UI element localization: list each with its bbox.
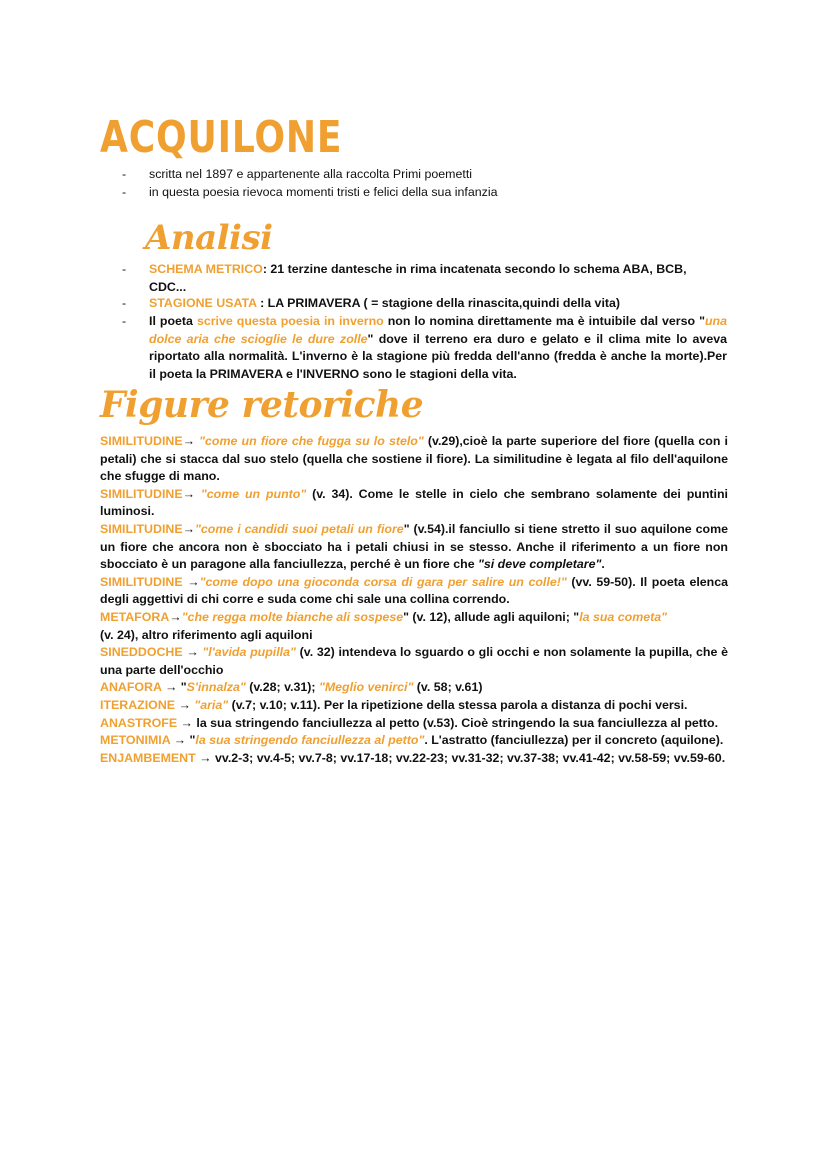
arrow-icon: → xyxy=(182,521,195,536)
figure-ref: (v. 32) xyxy=(295,645,335,660)
figure-item-similitudine-1 xyxy=(100,433,728,486)
arrow-icon: → xyxy=(173,733,187,748)
figure-label: SINEDDOCHE xyxy=(100,645,187,660)
analisi-heading: Analisi xyxy=(145,218,273,258)
figure-text: intendeva lo sguardo o gli occhi e non solamente la pupilla, che è una parte dell'occhio xyxy=(100,645,728,677)
figure-quote-open: " xyxy=(177,680,187,695)
figure-quote: "l'avida pupilla" xyxy=(198,645,296,660)
arrow-icon: → xyxy=(169,609,182,624)
figure-text-2: , altro riferimento agli aquiloni xyxy=(134,627,313,642)
figure-quote: la sua stringendo fanciullezza al petto" xyxy=(195,733,425,748)
p3-text-c: non lo nomina direttamente ma è intuibile dal verso " xyxy=(383,314,705,328)
figure-item-similitudine-2 xyxy=(100,486,728,521)
arrow-icon: → xyxy=(182,486,195,501)
figure-retoriche-body xyxy=(100,433,728,767)
figure-label: ANASTROFE xyxy=(100,715,181,730)
figure-emphasis: "si deve completare" xyxy=(478,557,602,572)
intro-text-1: scritta nel 1897 e appartenente alla raccolta Primi poemetti xyxy=(149,167,473,181)
metric-label: SCHEMA METRICO xyxy=(149,262,263,276)
figure-quote: "come un punto" xyxy=(200,486,307,501)
p3-text-a: Il poeta xyxy=(149,314,197,328)
figure-label: METAFORA xyxy=(100,609,170,624)
figure-label: SIMILITUDINE xyxy=(100,486,183,501)
figure-ref-2: (v. 58; v.61) xyxy=(413,680,483,695)
figure-ref: (v. 34). xyxy=(306,486,353,501)
p3-highlight: scrive questa poesia in inverno xyxy=(196,314,384,328)
arrow-icon: → xyxy=(164,680,178,695)
figure-quote-open: " xyxy=(186,733,196,748)
p3-quote: una dolce aria che scioglie le dure zolle xyxy=(149,314,727,346)
bullet-dash: - xyxy=(122,262,127,276)
analisi-metric-text xyxy=(149,261,727,296)
bullet-dash: - xyxy=(122,314,127,328)
figure-label: SIMILITUDINE xyxy=(100,574,188,589)
figure-ref: " (v. 12) xyxy=(403,609,448,624)
figure-ref-2: (v. 24) xyxy=(100,627,135,642)
figure-text: Il poeta elenca degli aggettivi di chi corre e suda come chi sale una collina correndo. xyxy=(100,574,729,607)
figure-item-similitudine-3 xyxy=(100,521,728,574)
figure-ref: (vv. 59-50). xyxy=(566,574,636,589)
figure-ref: (v.28; v.31); xyxy=(245,680,316,695)
figure-quote: "che regga molte bianche ali sospese xyxy=(181,609,404,624)
figure-quote: "come dopo una gioconda corsa di gara per salire un colle!" xyxy=(199,574,567,589)
figure-text: , allude agli aquiloni; " xyxy=(447,609,580,624)
figure-item-iterazione xyxy=(100,697,728,715)
arrow-icon: → xyxy=(187,574,200,589)
intro-text-2: in questa poesia rievoca momenti tristi e felici della sua infanzia xyxy=(149,185,498,199)
figure-quote-2: "Meglio venirci" xyxy=(315,680,414,695)
figure-label: ENJAMBEMENT xyxy=(100,750,200,765)
figure-text: la sua stringendo fanciullezza al petto (v.53). Cioè stringendo la sua fanciullezza al petto. xyxy=(192,715,719,730)
p3-text-d: " dove il terreno era duro e gelato e il clima mite lo aveva riportato alla normalità. L'inverno è la stagione più fredda dell'anno (fredda è anche la morte).Per il poeta la PRIMAVERA e l'INVERNO sono le stagioni della vita. xyxy=(149,331,727,381)
arrow-icon: → xyxy=(199,750,212,765)
figure-text: .il fanciullo si tiene stretto il suo aquilone come un fiore che ancora non è sbocciato ha i petali chiusi in se stesso. Anche il riferimento a un fiore non sbocciato è un paragone alla fanciullezza, perché è un fiore che xyxy=(100,521,729,572)
season-label: STAGIONE USATA xyxy=(149,296,257,310)
arrow-icon: → xyxy=(178,697,191,712)
figure-retoriche-heading: Figure retoriche xyxy=(100,384,424,426)
figure-item-anastrofe xyxy=(100,715,728,733)
page-title: ACQUILONE xyxy=(100,112,343,163)
figure-quote-2: la sua cometa" xyxy=(579,609,668,624)
figure-item-similitudine-4 xyxy=(100,574,728,609)
figure-quote: "come un fiore che fugga su lo stelo" xyxy=(199,434,424,448)
figure-label: METONIMIA xyxy=(100,733,174,748)
figure-text: ,cioè la parte superiore del fiore (quella con i petali) che si stacca dal suo stelo (quella che sostiene il fiore). La similitudine è legata al filo dell'aquilone che sfugge di mano. xyxy=(100,434,728,484)
figure-ref: " (v.54) xyxy=(403,521,445,536)
figure-text: vv.2-3; vv.4-5; vv.7-8; vv.17-18; vv.22-23; vv.31-32; vv.37-38; vv.41-42; vv.58-59; vv.59-60. xyxy=(211,750,726,765)
figure-text-end: . xyxy=(601,557,605,572)
figure-item-anafora xyxy=(100,679,728,697)
analisi-season-text xyxy=(149,295,727,313)
figure-item-metonimia xyxy=(100,732,728,750)
metric-text: : 21 terzine dantesche in rima incatenata secondo lo schema ABA, BCB, CDC... xyxy=(149,262,687,294)
figure-text: Come le stelle in cielo che sembrano solamente dei puntini luminosi. xyxy=(100,486,729,519)
arrow-icon: → xyxy=(182,434,195,448)
figure-quote: "aria" xyxy=(190,697,229,712)
figure-label: SIMILITUDINE xyxy=(100,521,183,536)
figure-item-enjambement xyxy=(100,750,728,768)
figure-text: . L'astratto (fanciullezza) per il concreto (aquilone). xyxy=(424,733,724,748)
season-text: : LA PRIMAVERA ( = stagione della rinascita,quindi della vita) xyxy=(256,296,621,310)
figure-label: ANAFORA xyxy=(100,680,165,695)
figure-text: Per la ripetizione della stessa parola a distanza di pochi versi. xyxy=(320,697,688,712)
figure-label: SIMILITUDINE xyxy=(100,434,183,448)
bullet-dash: - xyxy=(122,167,127,181)
figure-quote: S'innalza" xyxy=(186,680,246,695)
bullet-dash: - xyxy=(122,185,127,199)
figure-item-sineddoche xyxy=(100,644,728,679)
figure-ref: (v.7; v.10; v.11). xyxy=(228,697,321,712)
arrow-icon: → xyxy=(180,715,193,730)
figure-quote: "come i candidi suoi petali un fiore xyxy=(195,521,404,536)
figure-ref: (v.29) xyxy=(423,434,460,448)
arrow-icon: → xyxy=(186,645,199,660)
figure-label: ITERAZIONE xyxy=(100,697,179,712)
bullet-dash: - xyxy=(122,296,127,310)
analisi-winter-text xyxy=(149,313,727,383)
figure-item-metafora xyxy=(100,609,728,644)
